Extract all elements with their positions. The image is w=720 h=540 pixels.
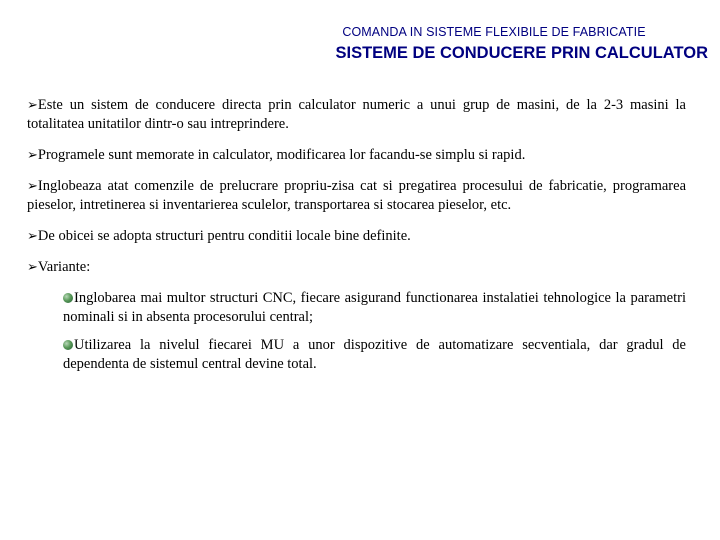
arrow-bullet-icon: ➢ [27,260,38,275]
bullet-text: Variante: [37,259,91,275]
slide-subtitle: COMANDA IN SISTEME FLEXIBILE DE FABRICATIE [342,25,646,39]
variant-text: Utilizarea la nivelul fiecarei MU a unor dispozitive de automatizare secventiala, dar gradul de dependenta de sistemul central devine total. [63,337,686,372]
slide-body [27,96,686,383]
bullet-point [27,258,686,277]
arrow-bullet-icon: ➢ [27,98,38,113]
variant-text: Inglobarea mai multor structuri CNC, fiecare asigurand functionarea instalatiei tehnologice la parametri nominali si in absenta procesorului central; [63,290,686,325]
arrow-bullet-icon: ➢ [27,179,38,194]
variant-item [63,289,686,327]
bullet-text: Este un sistem de conducere directa prin calculator numeric a unui grup de masini, de la 2-3 masini la totalitatea unitatilor dintr-o sau intreprindere. [27,97,686,132]
bullet-text: De obicei se adopta structuri pentru conditii locale bine definite. [37,228,411,244]
bullet-text: Programele sunt memorate in calculator, modificarea lor facandu-se simplu si rapid. [37,147,526,163]
green-sphere-bullet-icon [63,340,73,350]
bullet-point [27,96,686,134]
arrow-bullet-icon: ➢ [27,148,38,163]
bullet-point [27,177,686,215]
green-sphere-bullet-icon [63,293,73,303]
variant-item [63,336,686,374]
bullet-text: Inglobeaza atat comenzile de prelucrare propriu-zisa cat si pregatirea procesului de fabricatie, programarea pieselor, intretinerea si inventarierea sculelor, transportarea si stocarea pieselor, etc. [27,178,686,213]
bullet-point [27,227,686,246]
bullet-point [27,146,686,165]
arrow-bullet-icon: ➢ [27,229,38,244]
slide-title: SISTEME DE CONDUCERE PRIN CALCULATOR [335,44,708,62]
